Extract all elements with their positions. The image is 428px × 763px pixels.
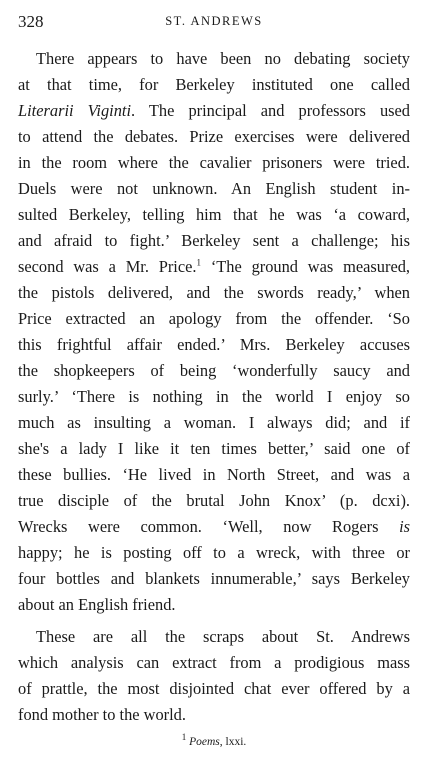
text-line: the shopkeepers of being ‘wonderfully saucy and (18, 361, 410, 380)
text-line: this frightful affair ended.’ Mrs. Berkeley accuses (18, 335, 410, 354)
text-line: true disciple of the brutal John Knox’ (p. dcxi). (18, 491, 410, 510)
text-line: happy; he is posting off to a wreck, with three or (18, 543, 410, 562)
text-line: which analysis can extract from a prodigious mass (18, 653, 410, 672)
text-line (18, 98, 410, 124)
footnote-reference: , lxxi. (219, 736, 247, 748)
text-line: fond mother to the world. (18, 705, 186, 724)
text-line: These are all the scraps about St. Andrews (36, 627, 410, 646)
text-line: Duels were not unknown. An English student in- (18, 179, 410, 198)
text-span: Wrecks were common. ‘Well, now Rogers (18, 517, 400, 536)
text-line: and afraid to fight.’ Berkeley sent a challenge; his (18, 231, 410, 250)
text-line: much as insulting a woman. I always did; and if (18, 413, 410, 432)
text-line: Price extracted an apology from the offender. ‘So (18, 309, 410, 328)
italic-word: is (399, 517, 410, 536)
text-line: about an English friend. (18, 595, 176, 614)
italic-title: Literarii Viginti (18, 101, 132, 120)
text-span: . The principal and professors used (131, 101, 410, 120)
text-line: of prattle, the most disjointed chat ever offered by a (18, 679, 410, 698)
text-line: the pistols delivered, and the swords ready,’ when (18, 283, 410, 302)
text-line: four bottles and blankets innumerable,’ says Berkeley (18, 569, 410, 588)
page-number: 328 (18, 12, 44, 31)
text-line: these bullies. ‘He lived in North Street, and was a (18, 465, 410, 484)
footnote-marker: 1 (181, 732, 187, 743)
page-header (18, 12, 410, 34)
text-line: to attend the debates. Prize exercises were delivered (18, 127, 410, 146)
footnote (0, 732, 428, 748)
running-head: ST. ANDREWS (165, 14, 263, 28)
text-line: There appears to have been no debating society (36, 49, 410, 68)
footnote-source: Poems (186, 736, 220, 748)
text-line: at that time, for Berkeley instituted one called (18, 75, 410, 94)
text-line (18, 254, 410, 280)
text-line (18, 514, 410, 540)
text-span: second was a Mr. Price. (18, 257, 197, 276)
text-line: in the room where the cavalier prisoners were tried. (18, 153, 410, 172)
text-line: sulted Berkeley, telling him that he was ‘a coward, (18, 205, 410, 224)
text-line: surly.’ ‘There is nothing in the world I enjoy so (18, 387, 410, 406)
text-span: ‘The ground was measured, (201, 257, 411, 276)
text-line: she's a lady I like it ten times better,’ said one of (18, 439, 410, 458)
footnote-marker: 1 (196, 257, 202, 268)
